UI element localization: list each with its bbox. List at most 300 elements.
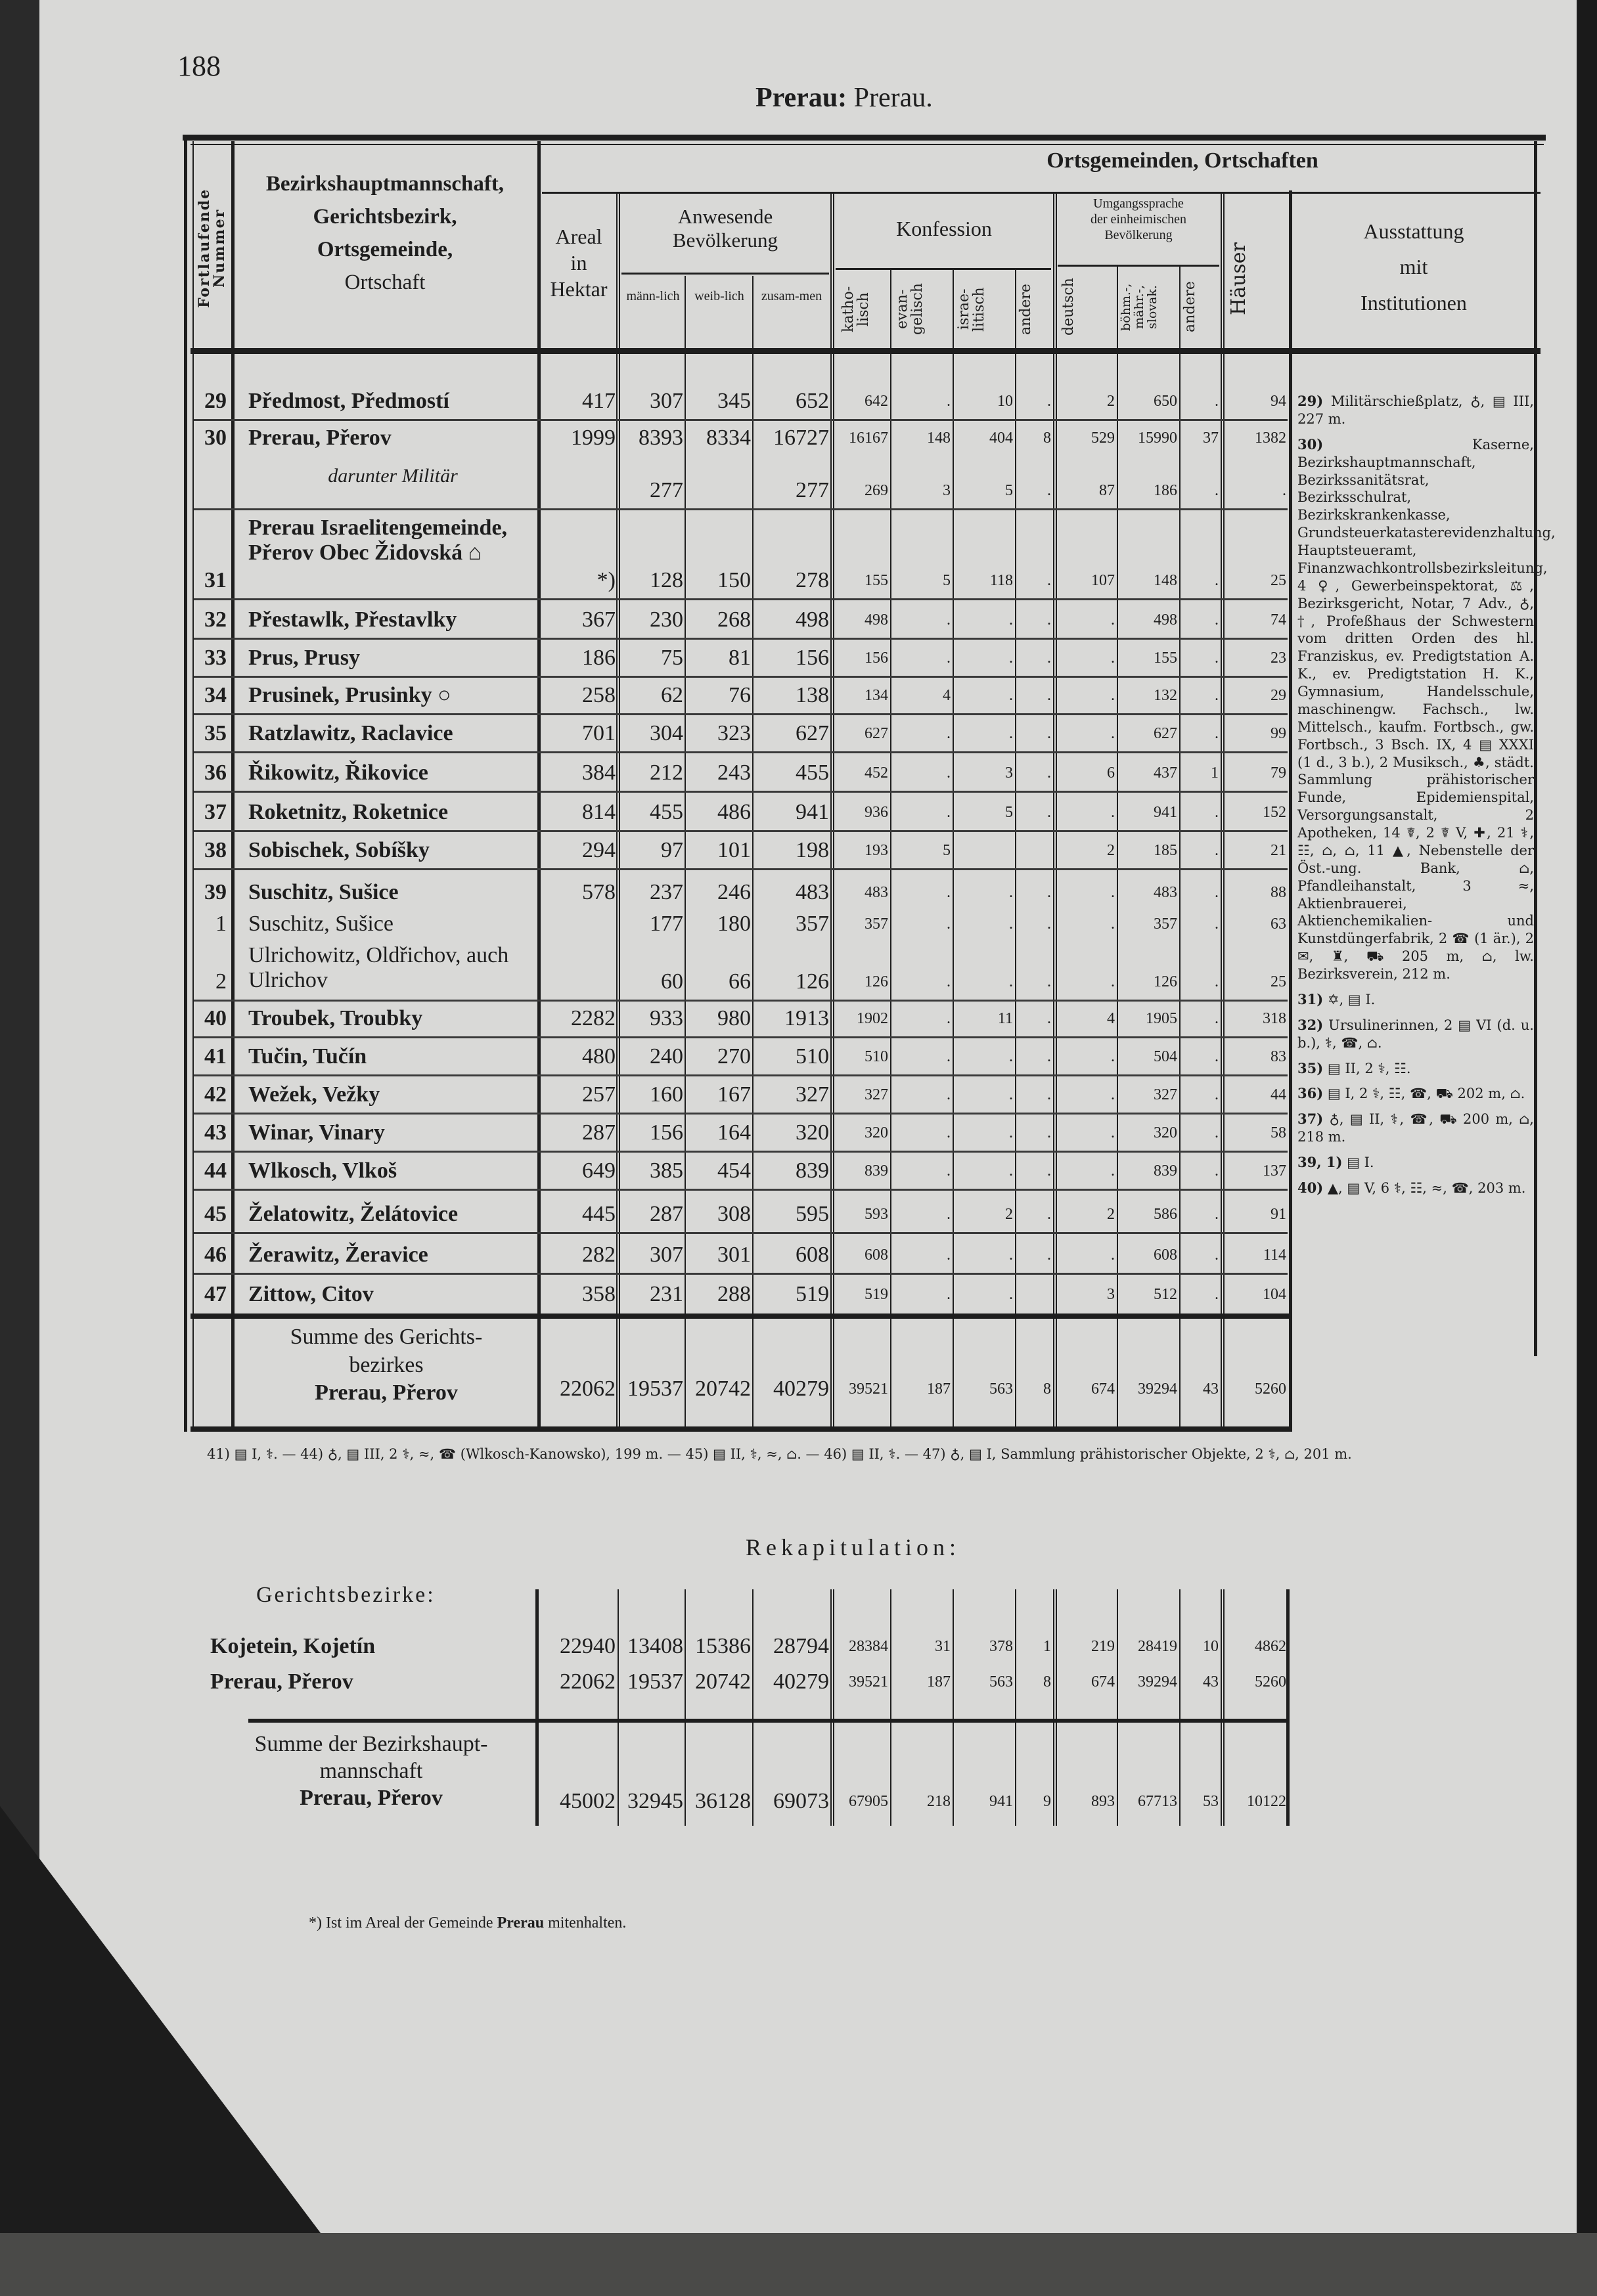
cell-w: 486 <box>717 800 751 824</box>
cell-kath: 327 <box>865 1086 888 1103</box>
recap-cell-and2: 10 <box>1203 1638 1219 1655</box>
header-areal <box>540 223 618 302</box>
cell-m: 933 <box>650 1006 683 1030</box>
cell-haus: 29 <box>1271 687 1286 704</box>
cell-evan: 4 <box>943 687 951 704</box>
cell-haus: 83 <box>1271 1048 1286 1065</box>
cell-m: 231 <box>650 1282 683 1306</box>
cell-isr: 5 <box>1005 804 1013 821</box>
header-areal-line3: Hektar <box>550 277 608 301</box>
cell-and: . <box>1047 687 1051 704</box>
district-sum-line1: Summe des Gerichts- <box>290 1325 483 1349</box>
row-place-name: Wlkosch, Vlkoš <box>248 1159 397 1183</box>
institutions-notes <box>1297 393 1556 1205</box>
cell-and2: . <box>1215 572 1219 589</box>
cell-isr: . <box>1009 1124 1013 1141</box>
recap-title: Rekapitulation: <box>746 1534 960 1560</box>
cell-haus: 104 <box>1263 1286 1286 1303</box>
row-separator <box>194 638 1288 640</box>
cell-de: 107 <box>1091 572 1115 589</box>
cell-and2: . <box>1215 1206 1219 1223</box>
recap-cell-evan: 31 <box>935 1638 951 1655</box>
cell-cz: 839 <box>1154 1162 1177 1180</box>
sum-cell-z: 40279 <box>773 1377 829 1401</box>
cell-evan: . <box>947 1010 951 1027</box>
cell-cz: 186 <box>1154 482 1177 499</box>
row-place-name: Ulrichowitz, Oldřichov, auch Ulrichov <box>248 943 509 993</box>
institution-note-ref: 36) <box>1297 1085 1324 1102</box>
recap-total-line3: Prerau, Přerov <box>300 1785 443 1810</box>
cell-and2: . <box>1215 1286 1219 1303</box>
institution-note <box>1297 1180 1534 1197</box>
institution-note <box>1297 393 1534 428</box>
sum-bottom-rule <box>191 1426 1289 1432</box>
cell-evan: . <box>947 973 951 990</box>
recap-cell-m: 19537 <box>627 1669 683 1694</box>
institution-note-text: Kaserne, Bezirkshauptmannschaft, Bezirkssanitätsrat, Bezirksschulrat, Bezirkskrankenkasse, Grundsteuerkatasterevidenzhaltung, Hauptsteueramt, Finanzwachkontrollsbezirksleitung, 4 ♀, Gewerbeinspektorat, ⚖, Bezirksgericht, Notar, 7 Adv., ♁, †, Profeßhaus der Schwestern vom dritten Orden des hl. Franziskus, ev. Predigtstation A. K., ev. Predigtstation H. K., Gymnasium, Handelsschule, maschinengw. Fachsch., lw. Mittelsch., kaufm. Fortbsch., gw. Fortbsch., 3 Bsch. IX, 4 ▤ XXXI (1 d., 3 b.), 2 Musiksch., ♣, städt. Sammlung prähistorischer Funde, Epidemienspital, Versorgungsanstalt, 2 Apotheken, 14 ☤, 2 ☤ V, ✚, 21 ⚕, ☷, ⌂, ⌂, 11 ▲, Nebenstelle der Öst.-ung. Bank, ⌂, Pfandleihanstalt, 3 ≈, Aktienbrauerei, Aktienchemikalien- und Kunstdüngerfabrik, 2 ☎ (1 är.), 2 ✉, ♜, ⛟ 205 m, ⌂, lw. Bezirksverein, 212 m. <box>1297 436 1556 982</box>
header-language-line2: der einheimischen <box>1090 212 1187 227</box>
cell-z: 320 <box>796 1120 829 1145</box>
recap-total-cell-de: 893 <box>1091 1793 1115 1810</box>
cell-de: 529 <box>1091 430 1115 447</box>
cell-kath: 519 <box>865 1286 888 1303</box>
cell-evan: . <box>947 611 951 629</box>
cell-evan: . <box>947 1124 951 1141</box>
cell-m: 307 <box>650 1243 683 1267</box>
institution-note <box>1297 1017 1534 1052</box>
row-separator <box>194 419 1288 421</box>
row-place-name: Roketnitz, Roketnice <box>248 800 449 824</box>
cell-de: 4 <box>1107 1010 1115 1027</box>
cell-w: 288 <box>717 1282 751 1306</box>
cell-kath: 269 <box>865 482 888 499</box>
cell-isr: . <box>1009 611 1013 629</box>
header-areal-line1: Areal <box>555 225 602 248</box>
cell-m: 287 <box>650 1202 683 1226</box>
cell-z: 198 <box>796 838 829 862</box>
cell-kath: 936 <box>865 804 888 821</box>
row-place-name: Řikowitz, Řikovice <box>248 761 428 785</box>
cell-areal: 1999 <box>571 426 616 450</box>
header-other-confession: andere <box>1018 284 1034 335</box>
cell-w: 323 <box>717 721 751 745</box>
cell-w: 270 <box>717 1044 751 1069</box>
cell-cz: 126 <box>1154 973 1177 990</box>
recap-divider <box>833 1589 834 1826</box>
cell-areal: 258 <box>582 683 616 707</box>
cell-de: . <box>1111 611 1115 629</box>
cell-cz: 327 <box>1154 1086 1177 1103</box>
cell-haus: 25 <box>1271 973 1286 990</box>
recap-divider <box>830 1589 832 1826</box>
cell-and2: . <box>1215 482 1219 499</box>
page-title-bold: Prerau: <box>755 83 847 113</box>
cell-w: 246 <box>717 880 751 904</box>
row-number: 37 <box>204 800 227 824</box>
row-separator <box>194 1273 1288 1275</box>
recap-cell-cz: 28419 <box>1138 1638 1177 1655</box>
cell-de: 6 <box>1107 764 1115 782</box>
district-sum-line2: bezirkes <box>349 1352 424 1377</box>
row-place-name: Suschitz, Sušice <box>248 912 394 936</box>
cell-isr: . <box>1009 1247 1013 1264</box>
group-header-rule <box>542 192 1541 194</box>
header-name-line2: Gerichtsbezirk, <box>313 204 457 229</box>
header-israelite: israe-litisch <box>956 287 988 332</box>
sum-cell-isr: 563 <box>989 1380 1013 1398</box>
cell-and2: . <box>1215 916 1219 933</box>
row-separator <box>194 1036 1288 1038</box>
institution-note-ref: 30) <box>1297 435 1324 453</box>
cell-areal: 358 <box>582 1282 616 1306</box>
cell-haus: 21 <box>1271 842 1286 859</box>
cell-z: 627 <box>796 721 829 745</box>
row-place-name: Ratzlawitz, Raclavice <box>248 721 453 745</box>
cell-and2: . <box>1215 1247 1219 1264</box>
cell-evan: . <box>947 725 951 742</box>
cell-and2: . <box>1215 842 1219 859</box>
header-population-line2: Bevölkerung <box>672 228 778 252</box>
institution-note <box>1297 1060 1534 1078</box>
header-other-language: andere <box>1182 281 1198 333</box>
header-institutions-line2: mit <box>1399 255 1428 279</box>
cell-w: 81 <box>729 646 751 670</box>
institution-note-text: ▤ II, 2 ⚕, ☷. <box>1327 1060 1411 1076</box>
cell-evan: . <box>947 1048 951 1065</box>
cell-haus: 88 <box>1271 884 1286 901</box>
cell-de: 2 <box>1107 1206 1115 1223</box>
recap-total-line1: Summe der Bezirkshaupt- <box>254 1732 488 1756</box>
cell-m: 212 <box>650 761 683 785</box>
cell-w: 8334 <box>706 426 751 450</box>
cell-de: . <box>1111 650 1115 667</box>
cell-w: 308 <box>717 1202 751 1226</box>
cell-evan: . <box>947 804 951 821</box>
cell-haus: 318 <box>1263 1010 1286 1027</box>
cell-de: 2 <box>1107 393 1115 410</box>
cell-evan: 5 <box>943 572 951 589</box>
institution-note-ref: 40) <box>1297 1179 1324 1196</box>
row-separator <box>194 676 1288 678</box>
cell-areal: 445 <box>582 1202 616 1226</box>
header-language-group <box>1058 196 1219 243</box>
col-divider-num <box>231 141 235 1428</box>
row-separator <box>194 1189 1288 1191</box>
recap-total-cell-areal: 45002 <box>560 1789 616 1813</box>
cell-evan: . <box>947 1206 951 1223</box>
cell-m: 455 <box>650 800 683 824</box>
cell-haus: 25 <box>1271 572 1286 589</box>
cell-and: . <box>1047 572 1051 589</box>
cell-de: . <box>1111 1048 1115 1065</box>
cell-evan: . <box>947 764 951 782</box>
row-separator <box>194 1074 1288 1076</box>
institution-note-text: ♁, ▤ II, ⚕, ☎, ⛟ 200 m, ⌂, 218 m. <box>1297 1111 1534 1145</box>
cell-z: 138 <box>796 683 829 707</box>
cell-areal: 417 <box>582 389 616 413</box>
institutions-footer-notes: 41) ▤ I, ⚕. — 44) ♁, ▤ III, 2 ⚕, ≈, ☎ (Wlkosch-Kanowsko), 199 m. — 45) ▤ II, ⚕, ≈, ⌂. — 46) ▤ II, ⚕. — 47) ♁, ▤ I, Sammlung prähistorischer Objekte, 2 ⚕, ⌂, 201 m. <box>207 1446 1352 1462</box>
scan-background <box>0 2233 1597 2296</box>
recap-total-rule <box>248 1719 1286 1723</box>
cell-kath: 839 <box>865 1162 888 1180</box>
row-place-name: Zittow, Citov <box>248 1282 374 1306</box>
row-place-name: Prerau Israelitengemeinde, Přerov Obec Židovská ⌂ <box>248 516 508 565</box>
cell-and: . <box>1047 1086 1051 1103</box>
cell-isr: . <box>1009 884 1013 901</box>
recap-cell-m: 13408 <box>627 1634 683 1658</box>
recap-cell-haus: 4862 <box>1255 1638 1286 1655</box>
cell-m: 62 <box>661 683 683 707</box>
row-place-name: Wežek, Vežky <box>248 1082 380 1107</box>
recap-right-border <box>1286 1589 1290 1826</box>
cell-w: 243 <box>717 761 751 785</box>
cell-m: 277 <box>650 478 683 502</box>
row-separator <box>194 598 1288 600</box>
cell-w: 167 <box>717 1082 751 1107</box>
cell-and2: . <box>1215 884 1219 901</box>
district-sum-line3: Prerau, Přerov <box>315 1380 458 1405</box>
row-place-name: Sobischek, Sobíšky <box>248 838 430 862</box>
recap-cell-w: 20742 <box>695 1669 751 1694</box>
cell-de: . <box>1111 725 1115 742</box>
cell-areal: 294 <box>582 838 616 862</box>
institution-note-ref: 31) <box>1297 990 1324 1007</box>
cell-de: . <box>1111 973 1115 990</box>
cell-m: 177 <box>650 912 683 936</box>
cell-and: . <box>1047 725 1051 742</box>
row-number: 46 <box>204 1243 227 1267</box>
cell-and: . <box>1047 393 1051 410</box>
recap-divider <box>1053 1589 1054 1826</box>
cell-and: . <box>1047 611 1051 629</box>
cell-cz: 320 <box>1154 1124 1177 1141</box>
cell-de: 3 <box>1107 1286 1115 1303</box>
cell-and2: . <box>1215 1048 1219 1065</box>
row-number: 1 <box>215 912 227 936</box>
recap-total-cell-cz: 67713 <box>1138 1793 1177 1810</box>
cell-evan: . <box>947 1086 951 1103</box>
header-name-line1: Bezirkshauptmannschaft, <box>265 172 505 196</box>
cell-z: 483 <box>796 880 829 904</box>
cell-and: . <box>1047 916 1051 933</box>
cell-de: . <box>1111 916 1115 933</box>
cell-cz: 155 <box>1154 650 1177 667</box>
cell-kath: 320 <box>865 1124 888 1141</box>
cell-and2: 1 <box>1211 764 1219 782</box>
cell-and2: . <box>1215 393 1219 410</box>
cell-and: . <box>1047 1162 1051 1180</box>
cell-m: 97 <box>661 838 683 862</box>
row-number: 36 <box>204 761 227 785</box>
cell-isr: 10 <box>997 393 1013 410</box>
cell-isr: . <box>1009 1162 1013 1180</box>
cell-kath: 498 <box>865 611 888 629</box>
institution-note-text: ▲, ▤ V, 6 ⚕, ☷, ≈, ☎, 203 m. <box>1327 1180 1526 1196</box>
cell-and: . <box>1047 764 1051 782</box>
header-areal-line2: in <box>570 251 587 275</box>
cell-areal: 480 <box>582 1044 616 1069</box>
institution-note <box>1297 991 1534 1009</box>
district-sum-label <box>236 1323 536 1407</box>
page-title-regular: Prerau. <box>853 83 933 113</box>
cell-isr: . <box>1009 687 1013 704</box>
cell-and: . <box>1047 973 1051 990</box>
cell-areal: 578 <box>582 880 616 904</box>
cell-haus: 152 <box>1263 804 1286 821</box>
cell-kath: 510 <box>865 1048 888 1065</box>
cell-haus: 1382 <box>1255 430 1286 447</box>
row-number: 31 <box>204 568 227 592</box>
col-divider-haus <box>1289 190 1292 1432</box>
cell-haus: 74 <box>1271 611 1286 629</box>
cell-isr: . <box>1009 650 1013 667</box>
cell-isr: . <box>1009 973 1013 990</box>
cell-m: 160 <box>650 1082 683 1107</box>
cell-and2: 37 <box>1203 430 1219 447</box>
cell-evan: 5 <box>943 842 951 859</box>
cell-and2: . <box>1215 611 1219 629</box>
cell-cz: 437 <box>1154 764 1177 782</box>
header-name-column <box>235 172 535 296</box>
cell-z: 839 <box>796 1159 829 1183</box>
cell-w: 150 <box>717 568 751 592</box>
cell-z: 126 <box>796 969 829 994</box>
cell-areal: 649 <box>582 1159 616 1183</box>
cell-de: . <box>1111 1247 1115 1264</box>
row-place-name: Prus, Prusy <box>248 646 360 670</box>
cell-isr: . <box>1009 916 1013 933</box>
cell-m: 385 <box>650 1159 683 1183</box>
cell-w: 164 <box>717 1120 751 1145</box>
cell-kath: 483 <box>865 884 888 901</box>
row-separator <box>194 791 1288 793</box>
recap-divider <box>1015 1589 1016 1826</box>
cell-z: 455 <box>796 761 829 785</box>
cell-z: 608 <box>796 1243 829 1267</box>
cell-isr: 2 <box>1005 1206 1013 1223</box>
cell-and2: . <box>1215 804 1219 821</box>
header-language-line1: Umgangssprache <box>1093 196 1184 211</box>
cell-haus: 99 <box>1271 725 1286 742</box>
cell-haus: 79 <box>1271 764 1286 782</box>
cell-kath: 193 <box>865 842 888 859</box>
institution-note <box>1297 1085 1534 1103</box>
cell-evan: . <box>947 884 951 901</box>
sum-cell-and: 8 <box>1043 1380 1051 1398</box>
cell-cz: 185 <box>1154 842 1177 859</box>
recap-total-cell-m: 32945 <box>627 1789 683 1813</box>
recap-cell-haus: 5260 <box>1255 1673 1286 1690</box>
institution-note-text: Ursulinerinnen, 2 ▤ VI (d. u. b.), ⚕, ☎, ⌂. <box>1297 1017 1534 1051</box>
cell-areal: 282 <box>582 1243 616 1267</box>
recap-total-cell-and: 9 <box>1043 1793 1051 1810</box>
row-place-name: Winar, Vinary <box>248 1120 385 1145</box>
recap-cell-isr: 378 <box>989 1638 1013 1655</box>
table-top-rule <box>183 135 1546 141</box>
row-number: 44 <box>204 1159 227 1183</box>
cell-cz: 148 <box>1154 572 1177 589</box>
recap-divider <box>1179 1589 1181 1826</box>
row-place-name: Žerawitz, Žeravice <box>248 1243 428 1267</box>
table-top-rule-thin <box>191 144 1544 145</box>
cell-w: 101 <box>717 838 751 862</box>
cell-w: 268 <box>717 607 751 632</box>
cell-evan: 148 <box>927 430 951 447</box>
page-number: 188 <box>177 50 221 82</box>
cell-and2: . <box>1215 1124 1219 1141</box>
sum-cell-areal: 22062 <box>560 1377 616 1401</box>
body-bottom-rule <box>191 1314 1289 1319</box>
recap-total-cell-kath: 67905 <box>849 1793 888 1810</box>
cell-kath: 608 <box>865 1247 888 1264</box>
cell-areal: *) <box>596 568 616 592</box>
row-separator <box>194 830 1288 832</box>
cell-kath: 627 <box>865 725 888 742</box>
recap-divider <box>890 1589 891 1826</box>
recap-cell-evan: 187 <box>927 1673 951 1690</box>
header-language-line3: Bevölkerung <box>1104 228 1173 242</box>
header-institutions <box>1295 213 1532 320</box>
recap-cell-cz: 39294 <box>1138 1673 1177 1690</box>
footnote-text: Ist im Areal der Gemeinde <box>326 1914 493 1932</box>
institution-note-ref: 35) <box>1297 1059 1324 1076</box>
cell-kath: 16167 <box>849 430 888 447</box>
cell-and2: . <box>1215 725 1219 742</box>
cell-de: . <box>1111 1124 1115 1141</box>
cell-isr: . <box>1009 725 1013 742</box>
cell-haus: 114 <box>1263 1247 1286 1264</box>
cell-w: 76 <box>729 683 751 707</box>
cell-isr: 3 <box>1005 764 1013 782</box>
cell-isr: 404 <box>989 430 1013 447</box>
cell-haus: 63 <box>1271 916 1286 933</box>
row-place-name: Troubek, Troubky <box>248 1006 423 1030</box>
cell-evan: . <box>947 1247 951 1264</box>
cell-areal: 367 <box>582 607 616 632</box>
cell-evan: . <box>947 650 951 667</box>
cell-cz: 357 <box>1154 916 1177 933</box>
cell-cz: 483 <box>1154 884 1177 901</box>
cell-kath: 593 <box>865 1206 888 1223</box>
row-number: 41 <box>204 1044 227 1069</box>
recap-total-cell-z: 69073 <box>773 1789 829 1813</box>
cell-w: 301 <box>717 1243 751 1267</box>
header-running-number: Fortlaufende Nummer <box>196 188 229 308</box>
recap-cell-de: 219 <box>1091 1638 1115 1655</box>
footnote-text-bold: Prerau <box>497 1914 545 1932</box>
recap-total-line2: mannschaft <box>319 1758 423 1783</box>
cell-evan: 3 <box>943 482 951 499</box>
cell-z: 16727 <box>773 426 829 450</box>
recap-cell-z: 28794 <box>773 1634 829 1658</box>
institution-note <box>1297 1154 1534 1172</box>
cell-cz: 627 <box>1154 725 1177 742</box>
cell-evan: . <box>947 916 951 933</box>
cell-areal: 257 <box>582 1082 616 1107</box>
recap-row-name: Prerau, Přerov <box>210 1669 353 1694</box>
recap-cell-z: 40279 <box>773 1669 829 1694</box>
cell-areal: 186 <box>582 646 616 670</box>
cell-isr: 5 <box>1005 482 1013 499</box>
cell-and2: . <box>1215 1010 1219 1027</box>
recap-cell-areal: 22062 <box>560 1669 616 1694</box>
row-number: 2 <box>215 969 227 994</box>
cell-z: 498 <box>796 607 829 632</box>
row-separator <box>194 1151 1288 1153</box>
cell-haus: 58 <box>1271 1124 1286 1141</box>
recap-cell-areal: 22940 <box>560 1634 616 1658</box>
cell-cz: 608 <box>1154 1247 1177 1264</box>
